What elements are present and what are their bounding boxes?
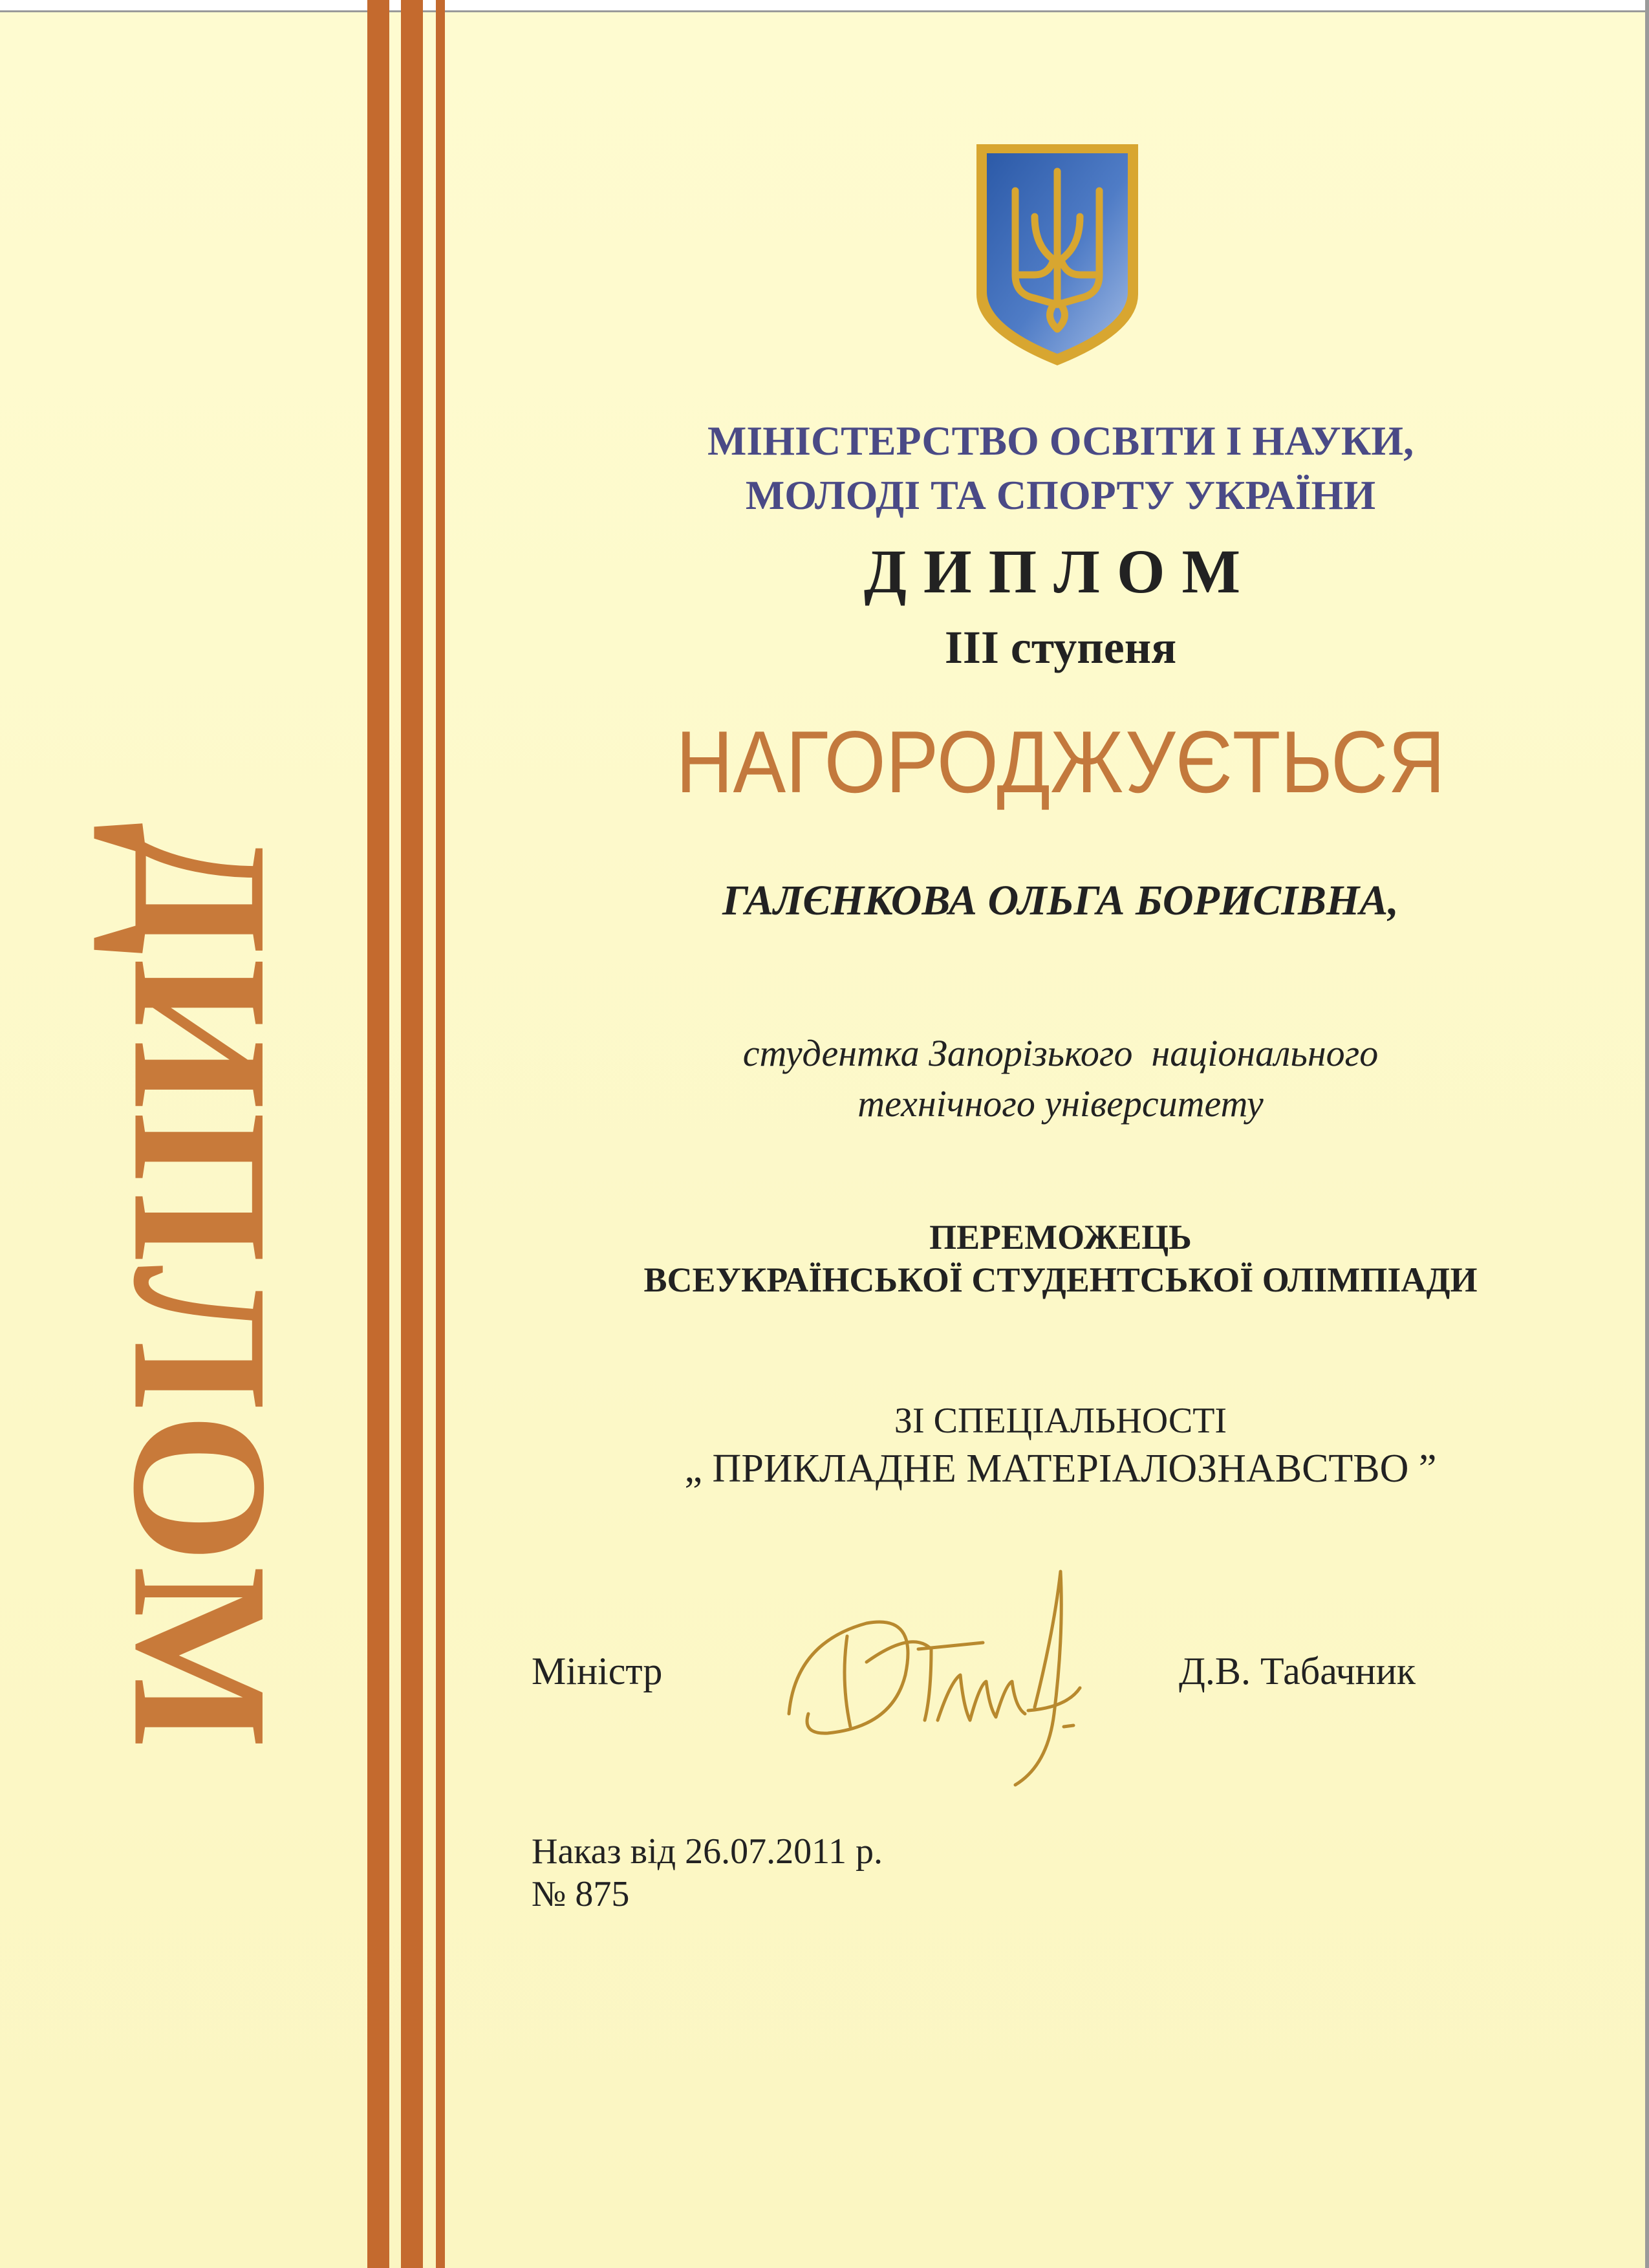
order-date: Наказ від 26.07.2011 р. <box>532 1831 883 1872</box>
recipient-name: ГАЛЄНКОВА ОЛЬГА БОРИСІВНА, <box>722 877 1399 924</box>
specialty-name: „ ПРИКЛАДНЕ МАТЕРІАЛОЗНАВСТВО ” <box>684 1447 1437 1491</box>
ministry-line-1: МІНІСТЕРСТВО ОСВІТИ І НАУКИ, <box>707 418 1414 464</box>
ministry-line-2: МОЛОДІ ТА СПОРТУ УКРАЇНИ <box>745 472 1376 518</box>
handwritten-signature-icon <box>770 1552 1132 1811</box>
side-title: ДИПЛОМ <box>93 822 308 1752</box>
status-line-1: студентка Запорізького національного <box>742 1032 1379 1074</box>
specialty-label: ЗІ СПЕЦІАЛЬНОСТІ <box>894 1401 1227 1441</box>
order-reference <box>532 1830 883 1916</box>
scan-top-edge <box>0 0 1649 12</box>
decorative-stripe <box>401 0 423 2268</box>
decorative-stripe <box>436 0 445 2268</box>
winner-line-1: ПЕРЕМОЖЕЦЬ <box>929 1218 1192 1257</box>
specialty-block <box>504 1397 1617 1493</box>
scan-right-edge <box>1645 0 1649 2268</box>
diploma-title: ДИПЛОМ <box>863 537 1258 606</box>
winner-title <box>504 1216 1617 1301</box>
minister-role: Міністр <box>532 1650 663 1692</box>
status-line-2: технічного університету <box>857 1083 1264 1125</box>
diploma-degree: ІІІ ступеня <box>944 621 1177 673</box>
ministry-name <box>504 414 1617 523</box>
minister-name: Д.В. Табачник <box>1179 1650 1416 1692</box>
order-number: № 875 <box>532 1874 630 1914</box>
winner-line-2: ВСЕУКРАЇНСЬКОЇ СТУДЕНТСЬКОЇ ОЛІМПІАДИ <box>643 1260 1478 1299</box>
ukraine-coat-of-arms-icon <box>970 139 1145 372</box>
recipient-status <box>504 1028 1617 1129</box>
decorative-stripe <box>367 0 389 2268</box>
awarded-heading: НАГОРОДЖУЄТЬСЯ <box>676 713 1445 811</box>
